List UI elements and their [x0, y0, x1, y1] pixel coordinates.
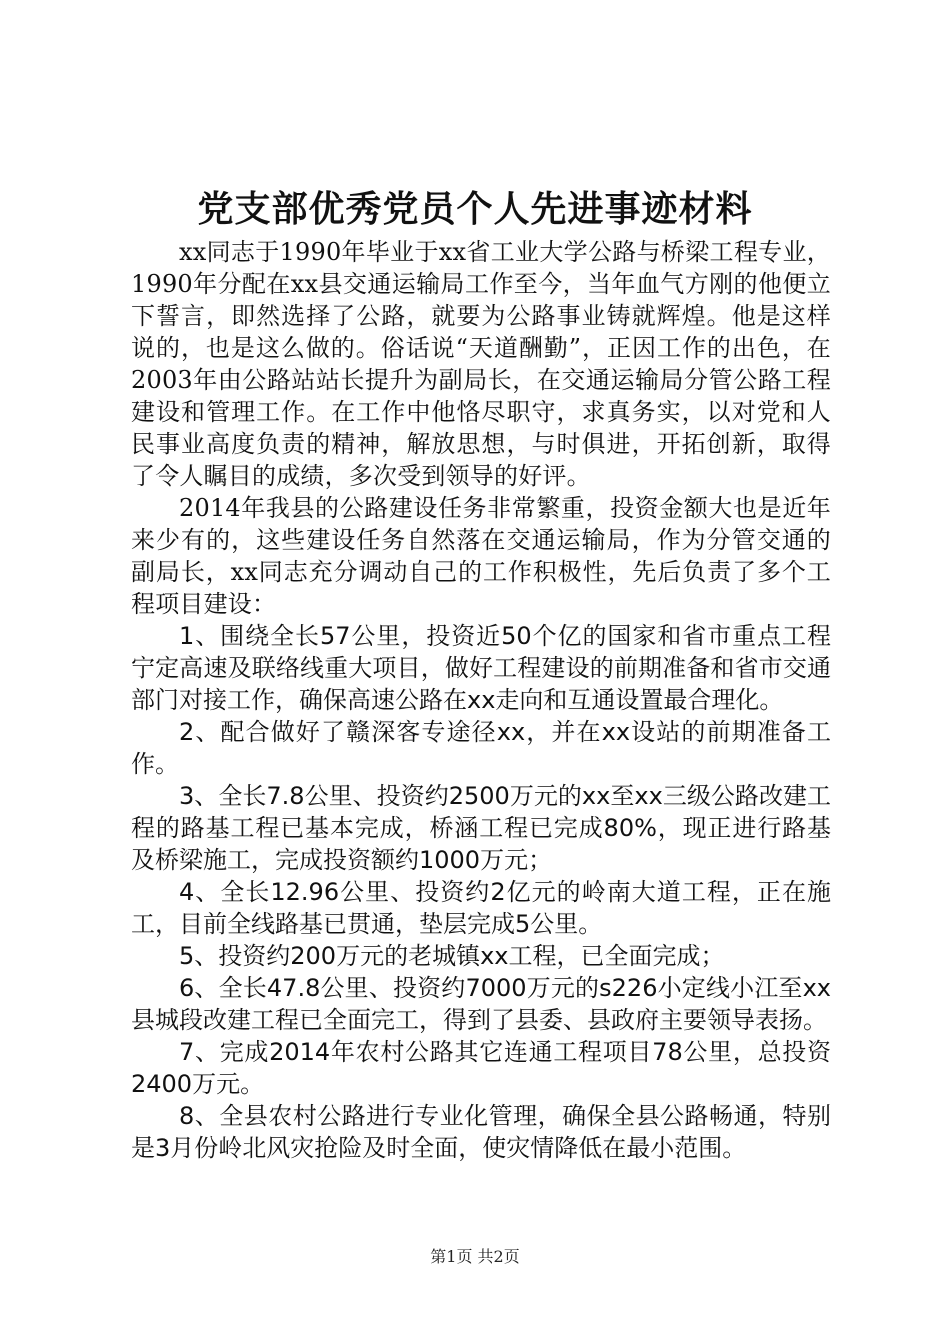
list-item-7: 7、完成2014年农村公路其它连通工程项目78公里，总投资2400万元。: [131, 1038, 831, 1098]
list-item-5: 5、投资约200万元的老城镇xx工程，已全面完成；: [179, 942, 725, 970]
list-item-4: 4、全长12.96公里、投资约2亿元的岭南大道工程，正在施工，目前全线路基已贯通，垫层完成5公里。: [131, 878, 831, 938]
list-item-3: 3、全长7.8公里、投资约2500万元的xx至xx三级公路改建工程的路基工程已基本完成，桥涵工程已完成80%，现正进行路基及桥梁施工，完成投资额约1000万元；: [131, 782, 831, 874]
list-item-1: 1、围绕全长57公里，投资近50个亿的国家和省市重点工程宁定高速及联络线重大项目，做好工程建设的前期准备和省市交通部门对接工作，确保高速公路在xx走向和互通设置最合理化。: [131, 622, 831, 714]
document-body: [131, 236, 831, 1164]
list-item-6: 6、全长47.8公里、投资约7000万元的s226小定线小江至xx县城段改建工程已全面完工，得到了县委、县政府主要领导表扬。: [131, 974, 831, 1034]
intro-paragraph-1: xx同志于1990年毕业于xx省工业大学公路与桥梁工程专业，1990年分配在xx县交通运输局工作至今，当年血气方刚的他便立下誓言，即然选择了公路，就要为公路事业铸就辉煌。他是这样说的，也是这么做的。俗话说“天道酬勤”，正因工作的出色，在2003年由公路站站长提升为副局长，在交通运输局分管公路工程建设和管理工作。在工作中他恪尽职守，求真务实，以对党和人民事业高度负责的精神，解放思想，与时俱进，开拓创新，取得了令人瞩目的成绩，多次受到领导的好评。: [131, 238, 831, 490]
document-title: 党支部优秀党员个人先进事迹材料: [197, 188, 753, 230]
page-footer: 第1页 共2页: [430, 1247, 520, 1266]
list-item-2: 2、配合做好了赣深客专途径xx，并在xx设站的前期准备工作。: [131, 718, 831, 778]
list-item-8: 8、全县农村公路进行专业化管理，确保全县公路畅通，特别是3月份岭北风灾抢险及时全面，使灾情降低在最小范围。: [131, 1102, 831, 1162]
intro-paragraph-2: 2014年我县的公路建设任务非常繁重，投资金额大也是近年来少有的，这些建设任务自然落在交通运输局，作为分管交通的副局长，xx同志充分调动自己的工作积极性，先后负责了多个工程项目建设：: [131, 494, 831, 618]
